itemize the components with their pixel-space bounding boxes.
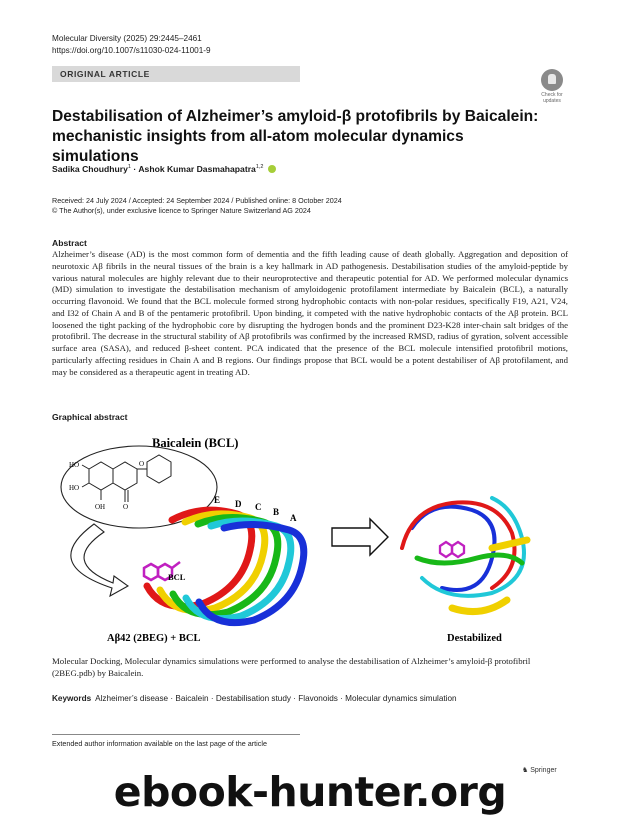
ligand-label: BCL [168, 572, 186, 582]
transition-arrow [332, 519, 388, 555]
orcid-icon[interactable] [268, 165, 276, 173]
atom-label: OH [95, 503, 106, 511]
journal-line: Molecular Diversity (2025) 29:2445–2461 [52, 34, 202, 43]
author-separator: · [133, 164, 137, 174]
author-name[interactable]: Ashok Kumar Dasmahapatra [138, 164, 256, 174]
atom-label: HO [69, 484, 80, 492]
docking-arrow [71, 524, 128, 596]
article-type-banner: ORIGINAL ARTICLE [52, 66, 300, 82]
footnote-divider [52, 734, 300, 735]
dates-line: Received: 24 July 2024 / Accepted: 24 September 2024 / Published online: 8 October 2024 [52, 196, 342, 205]
springer-horse-icon: ♞ [522, 767, 529, 774]
abstract-heading: Abstract [52, 238, 87, 248]
footnote: Extended author information available on the last page of the article [52, 739, 267, 748]
check-updates-label: Check for updates [541, 92, 563, 104]
atom-label: O [123, 503, 129, 511]
bookmark-icon [541, 69, 563, 91]
keywords [52, 693, 568, 704]
affiliation-marker: 1,2 [255, 164, 264, 171]
chain-label-d: D [235, 499, 242, 509]
chain-label-e: E [214, 495, 221, 505]
chain-label-c: C [255, 502, 262, 512]
chain-label-a: A [290, 513, 297, 523]
atom-label: O [139, 460, 145, 468]
chain-c-coil [417, 555, 522, 563]
affiliation-marker: 1 [127, 164, 131, 171]
chain-d-strand [452, 600, 507, 612]
doi-link[interactable]: https://doi.org/10.1007/s11030-024-11001-9 [52, 46, 211, 55]
graphical-abstract-caption: Molecular Docking, Molecular dynamics simulations were performed to analyse the destabilisation of Alzheimer’s amyloid-β protofibril (2BEG.pdb) by Baicalein. [52, 656, 531, 678]
article-title: Destabilisation of Alzheimer’s amyloid-β protofibrils by Baicalein: mechanistic insights from all-atom molecular dynamics simulations [52, 108, 539, 165]
publication-dates [52, 196, 342, 216]
chain-label-b: B [273, 507, 280, 517]
keywords-list: Alzheimer’s disease · Baicalein · Destabilisation study · Flavonoids · Molecular dynamics simulation [95, 694, 457, 703]
atom-label: HO [69, 461, 80, 469]
destabilized-structure [402, 498, 527, 612]
graphical-abstract-figure [52, 428, 568, 650]
graphical-abstract-heading: Graphical abstract [52, 412, 128, 422]
abstract-text: Alzheimer’s disease (AD) is the most common form of dementia and the fifth leading cause of death globally. Aggregation and deposition of neurotoxic Aβ fibrils in the neural tissues of the brain is a key hallmark in AD pathogenesis. Destabilisation studies of the amyloid-peptide by various natural molecules are highly relevant due to their neuroprotective and therapeutic potential for AD. We performed molecular dynamics (MD) simulation to investigate the destabilisation mechanism of amyloidogenic protofilament intermediate by Baicalein (BCL), a naturally occurring flavonoid. We found that the BCL molecule formed strong hydrophobic contacts with non-polar residues, specifically F19, A21, V24, and I32 of Chain A and B of the pentameric protofibril. Upon binding, it competed with the native hydrophobic contacts of the Aβ protein. BCL loosened the tight packing of the hydrophobic core by disrupting the hydrogen bonds and the prominent D23-K28 inter-chain salt bridges of the protofibril. The decrease in the structural stability of Aβ protofibrils was confirmed by the increased RMSD, radius of gyration, solvent accessible surface area (SASA), and reduced β-sheet content. PCA indicated that the presence of the BCL molecule intensified protofibril motions, particularly affecting residues in Chain A and B regions. Our findings propose that BCL would be a potent destabiliser of Aβ protofilament, and may be considered as a therapeutic agent in treating AD. [52, 249, 568, 377]
baicalein-structure [82, 455, 171, 502]
watermark: ebook-hunter.org [113, 768, 507, 816]
left-figure-caption: Aβ42 (2BEG) + BCL [107, 633, 201, 644]
author-list [52, 164, 276, 174]
copyright-line: © The Author(s), under exclusive licence to Springer Nature Switzerland AG 2024 [52, 206, 311, 215]
journal-citation [52, 33, 211, 57]
ligand-stick-model [440, 542, 464, 557]
publisher-name: Springer [530, 767, 557, 774]
molecule-title: Baicalein (BCL) [152, 436, 239, 450]
check-for-updates-button[interactable] [537, 69, 567, 103]
chain-a-coil [412, 507, 495, 590]
author-name[interactable]: Sadika Choudhury [52, 164, 128, 174]
right-figure-caption: Destabilized [447, 633, 502, 644]
keywords-heading: Keywords [52, 694, 92, 703]
